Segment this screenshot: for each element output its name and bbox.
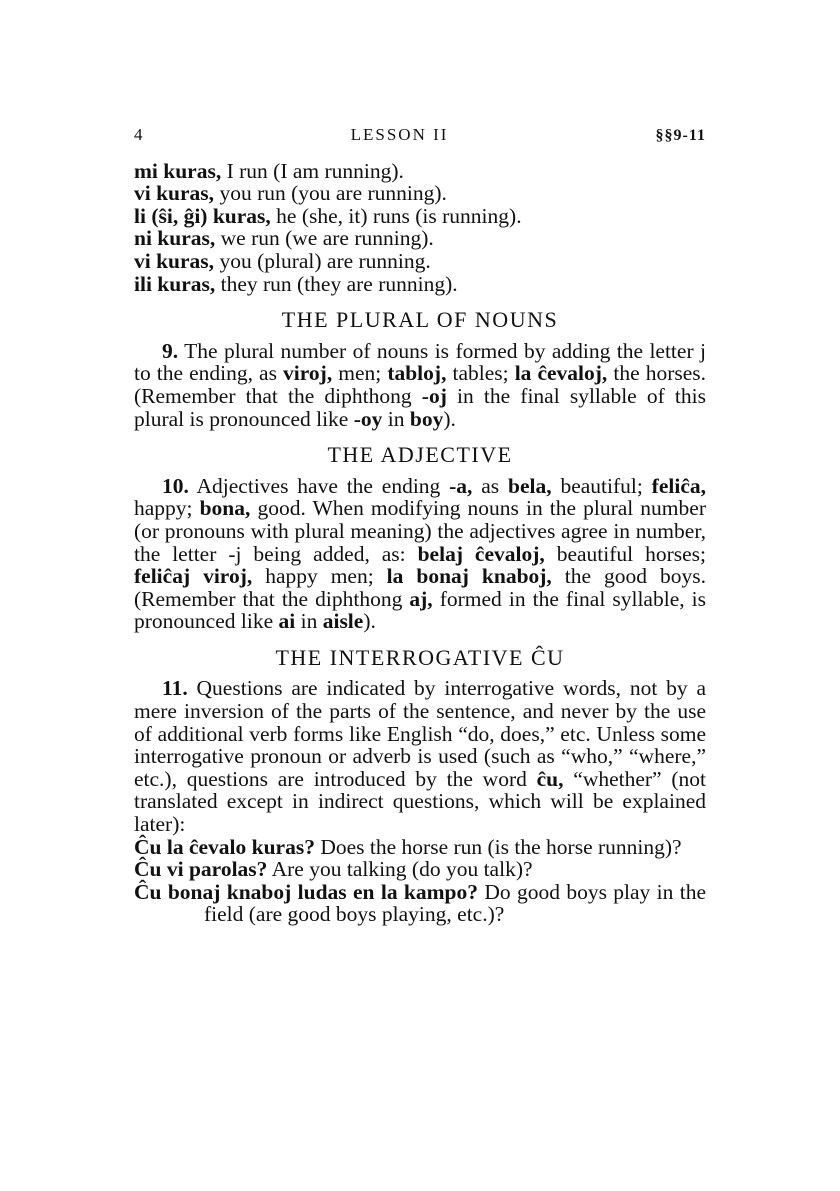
- text-run: as: [472, 473, 509, 498]
- english-gloss: we run (we are running).: [215, 226, 434, 251]
- english-term: ai: [278, 609, 296, 634]
- text-run: the good boys. (Remember that the diphthong: [134, 564, 706, 611]
- english-gloss: they run (they are running).: [215, 271, 458, 296]
- english-gloss: you (plural) are running.: [214, 248, 431, 273]
- esperanto-question: Ĉu la ĉevalo kuras?: [134, 834, 315, 859]
- esperanto-term: belaj ĉevaloj,: [417, 541, 545, 566]
- section-heading-plural: THE PLURAL OF NOUNS: [281, 307, 559, 333]
- conjugation-line: [134, 205, 706, 228]
- section-heading-adjective: THE ADJECTIVE: [327, 442, 513, 468]
- conjugation-line: [134, 227, 706, 250]
- text-run: ).: [363, 609, 376, 634]
- text-run: beautiful;: [551, 473, 652, 498]
- paragraph-plural-of-nouns: [134, 340, 706, 430]
- esperanto-term: bela,: [508, 473, 552, 498]
- text-run: formed in the final syllable, is pronounced like: [134, 586, 707, 634]
- esperanto-term: tabloj,: [387, 361, 447, 386]
- book-page: [134, 124, 706, 926]
- english-term: aisle: [322, 609, 364, 634]
- conjugation-line: [134, 250, 706, 273]
- english-translation: Are you talking (do you talk)?: [267, 857, 533, 882]
- example-sentence: [134, 881, 706, 926]
- esperanto-term: feliĉa,: [651, 473, 706, 498]
- example-sentence: [134, 836, 706, 859]
- esperanto-term: bona,: [199, 496, 251, 521]
- english-translation: Does the horse run (is the horse running)?: [314, 834, 682, 859]
- conjugation-line: [134, 160, 706, 183]
- text-run: in the final syllable of this plural is pronounced like: [134, 383, 706, 431]
- esperanto-form: ni kuras,: [134, 226, 216, 251]
- esperanto-form: ili kuras,: [134, 271, 216, 296]
- esperanto-form: mi kuras,: [134, 158, 222, 183]
- text-run: happy men;: [252, 564, 387, 589]
- esperanto-term: feliĉaj viroj,: [134, 564, 253, 589]
- running-head: [134, 124, 706, 148]
- paragraph-adjective: [134, 475, 706, 633]
- esperanto-form: vi kuras,: [134, 248, 215, 273]
- english-translation: Do good boys play in the field (are good boys playing, etc.)?: [204, 879, 706, 927]
- text-run: tables;: [446, 361, 515, 386]
- esperanto-question: Ĉu bonaj knaboj ludas en la kampo?: [134, 879, 478, 904]
- text-run: Questions are indicated by interrogative words, not by a mere inversion of the parts of the sentence, and never by the use of additional verb forms like English “do, does,” etc. Unless some interrogative pronoun or adverb is used (such as “who,” “where,” etc.), questions are introduced by the word: [134, 676, 706, 791]
- english-gloss: I run (I am running).: [221, 158, 404, 183]
- text-run: beautiful horses;: [544, 541, 706, 566]
- text-run: the horses. (Remember that the diphthong: [134, 361, 707, 408]
- section-range: §§9-11: [655, 127, 706, 144]
- text-run: happy;: [134, 496, 200, 521]
- text-run: in: [295, 609, 323, 634]
- example-list: [134, 836, 706, 926]
- paragraph-number: 9.: [162, 338, 179, 363]
- esperanto-term: ĉu,: [536, 766, 564, 791]
- esperanto-term: aj,: [409, 586, 433, 611]
- esperanto-form: li (ŝi, ĝi) kuras,: [134, 203, 271, 228]
- esperanto-term: la bonaj knaboj,: [386, 564, 552, 589]
- conjugation-list: [134, 160, 706, 296]
- text-run: The plural number of nouns is formed by adding the letter j to the ending, as: [134, 338, 706, 386]
- esperanto-term: -oj: [421, 383, 447, 408]
- english-term: -oy: [353, 406, 383, 431]
- text-run: good. When modifying nouns in the plural number (or pronouns with plural meaning) the adjectives agree in number, the letter -j being added, as:: [134, 496, 706, 566]
- english-term: boy: [409, 406, 444, 431]
- paragraph-number: 10.: [162, 473, 189, 498]
- lesson-title: LESSON II: [350, 125, 449, 144]
- section-heading-interrogative: THE INTERROGATIVE ĈU: [275, 644, 565, 670]
- text-run: in: [382, 406, 410, 431]
- page-number: 4: [134, 125, 144, 144]
- esperanto-term: la ĉevaloj,: [514, 361, 608, 386]
- esperanto-question: Ĉu vi parolas?: [134, 857, 268, 882]
- text-run: Adjectives have the ending: [188, 473, 450, 498]
- esperanto-form: vi kuras,: [134, 181, 215, 206]
- text-run: men;: [332, 361, 388, 386]
- esperanto-term: viroj,: [283, 361, 333, 386]
- esperanto-term: -a,: [449, 473, 473, 498]
- english-gloss: he (she, it) runs (is running).: [270, 203, 522, 228]
- text-run: “whether” (not translated except in indirect questions, which will be explained later):: [134, 766, 706, 837]
- conjugation-line: [134, 182, 706, 205]
- paragraph-interrogative: [134, 677, 706, 835]
- text-run: ).: [443, 406, 456, 431]
- conjugation-line: [134, 273, 706, 296]
- paragraph-number: 11.: [162, 676, 188, 701]
- example-sentence: [134, 858, 706, 881]
- english-gloss: you run (you are running).: [214, 181, 447, 206]
